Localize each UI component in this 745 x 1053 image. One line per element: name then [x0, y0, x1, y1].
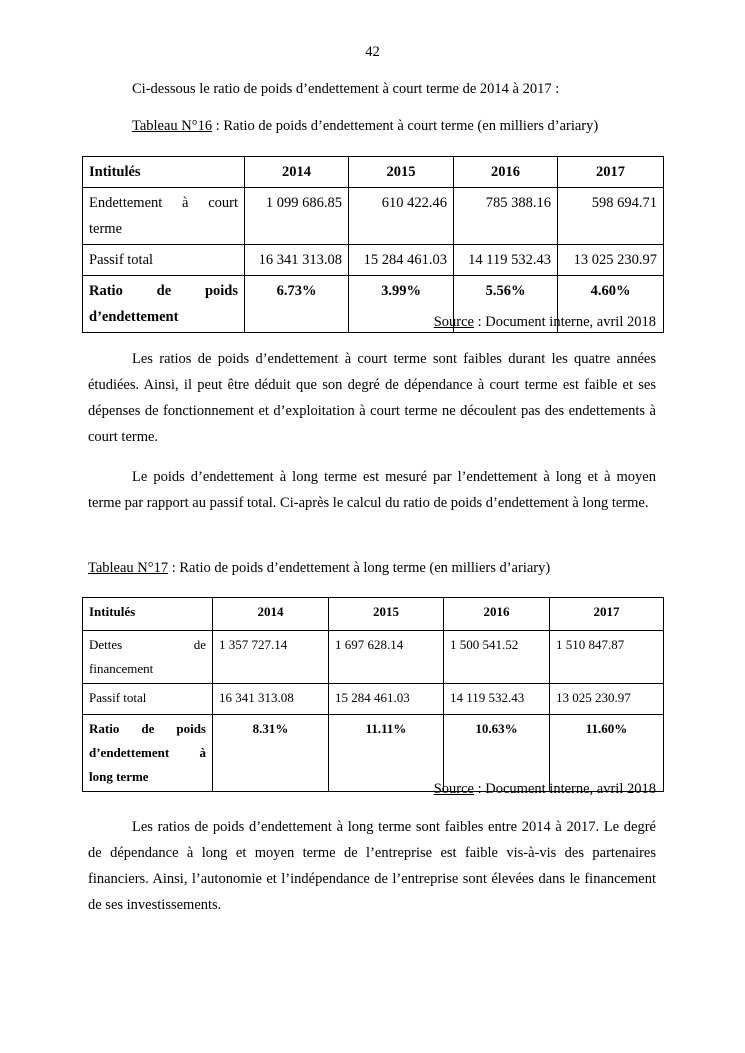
row-label	[83, 276, 245, 333]
table-row	[83, 684, 664, 715]
table-cell: 15 284 461.03	[349, 245, 454, 276]
table16-caption	[132, 116, 598, 136]
table-cell: 598 694.71	[558, 188, 664, 245]
table-cell: 5.56%	[454, 276, 558, 333]
table-cell: 16 341 313.08	[213, 684, 329, 715]
table-cell: 16 341 313.08	[245, 245, 349, 276]
table-cell: 13 025 230.97	[558, 245, 664, 276]
row-label	[83, 631, 213, 684]
row-label: Passif total	[83, 245, 245, 276]
table-cell: 14 119 532.43	[444, 684, 550, 715]
row-label-line: d’endettement à	[89, 745, 206, 760]
paragraph-conclusion: Les ratios de poids d’endettement à long terme sont faibles entre 2014 à 2017. Le degré de dépendance à long et moyen terme de l’entreprise est faible vis-à-vis des partenaires financiers. Ainsi, l’autonomie et l’indépendance de l’entreprise sont élevées dans le financement de ses investissements.	[88, 819, 656, 913]
row-label-line: Ratio de poids	[89, 721, 206, 736]
row-label-line: financement	[89, 661, 154, 676]
table-cell: 8.31%	[213, 715, 329, 792]
header-cell: 2014	[213, 598, 329, 631]
row-label-line: long terme	[89, 769, 149, 784]
table-row	[83, 188, 664, 245]
table-cell: 785 388.16	[454, 188, 558, 245]
table-cell: 3.99%	[349, 276, 454, 333]
table17-caption	[88, 558, 550, 578]
table17-caption-label: Tableau N°17	[88, 560, 169, 576]
header-cell: Intitulés	[83, 598, 213, 631]
table-cell: 1 357 727.14	[213, 631, 329, 684]
source-label: Source	[433, 314, 474, 330]
table-cell: 1 099 686.85	[245, 188, 349, 245]
table16-caption-label: Tableau N°16	[132, 118, 213, 134]
table-header-row	[83, 157, 664, 188]
table-cell: 11.60%	[550, 715, 664, 792]
row-label	[83, 188, 245, 245]
table-cell: 1 697 628.14	[329, 631, 444, 684]
source-text: : Document interne, avril 2018	[473, 314, 656, 330]
table-cell: 10.63%	[444, 715, 550, 792]
table-cell: 11.11%	[329, 715, 444, 792]
table-header-row	[83, 598, 664, 631]
header-cell: Intitulés	[83, 157, 245, 188]
table-cell: 1 510 847.87	[550, 631, 664, 684]
table-cell: 14 119 532.43	[454, 245, 558, 276]
table-row	[83, 245, 664, 276]
header-cell: 2017	[558, 157, 664, 188]
row-label-line: Dettes de	[89, 637, 206, 652]
header-cell: 2016	[444, 598, 550, 631]
table-row	[83, 631, 664, 684]
source-label: Source	[433, 781, 474, 797]
table-cell: 15 284 461.03	[329, 684, 444, 715]
table-cell: 1 500 541.52	[444, 631, 550, 684]
row-label: Passif total	[83, 684, 213, 715]
row-label	[83, 715, 213, 792]
table-cell: 13 025 230.97	[550, 684, 664, 715]
page-number: 42	[365, 44, 380, 60]
row-label-line: d’endettement	[89, 309, 179, 325]
header-cell: 2016	[454, 157, 558, 188]
header-cell: 2015	[329, 598, 444, 631]
header-cell: 2015	[349, 157, 454, 188]
table17-source	[434, 780, 656, 798]
intro-paragraph: Ci-dessous le ratio de poids d’endettement à court terme de 2014 à 2017 :	[132, 81, 560, 97]
table17-caption-text: : Ratio de poids d’endettement à long terme (en milliers d’ariary)	[168, 560, 551, 576]
row-label-line: Ratio de poids	[89, 283, 238, 299]
header-cell: 2017	[550, 598, 664, 631]
table17	[82, 597, 664, 792]
header-cell: 2014	[245, 157, 349, 188]
source-text: : Document interne, avril 2018	[473, 781, 656, 797]
table16-source	[434, 313, 656, 331]
table16-caption-text: : Ratio de poids d’endettement à court terme (en milliers d’ariary)	[212, 118, 599, 134]
row-label-line: Endettement à court	[89, 195, 238, 211]
table16	[82, 156, 664, 333]
table-cell: 6.73%	[245, 276, 349, 333]
table-cell: 4.60%	[558, 276, 664, 333]
table-cell: 610 422.46	[349, 188, 454, 245]
row-label-line: terme	[89, 221, 123, 237]
paragraph-short-term: Les ratios de poids d’endettement à court terme sont faibles durant les quatre années étudiées. Ainsi, il peut être déduit que son degré de dépendance à court terme est faible et ses dépenses de fonctionnement et d’exploitation à court terme ne découlent pas des endettements à court terme.	[88, 351, 656, 445]
paragraph-long-term-intro: Le poids d’endettement à long terme est mesuré par l’endettement à long et à moyen terme par rapport au passif total. Ci-après le calcul du ratio de poids d’endettement à long terme.	[88, 469, 656, 511]
